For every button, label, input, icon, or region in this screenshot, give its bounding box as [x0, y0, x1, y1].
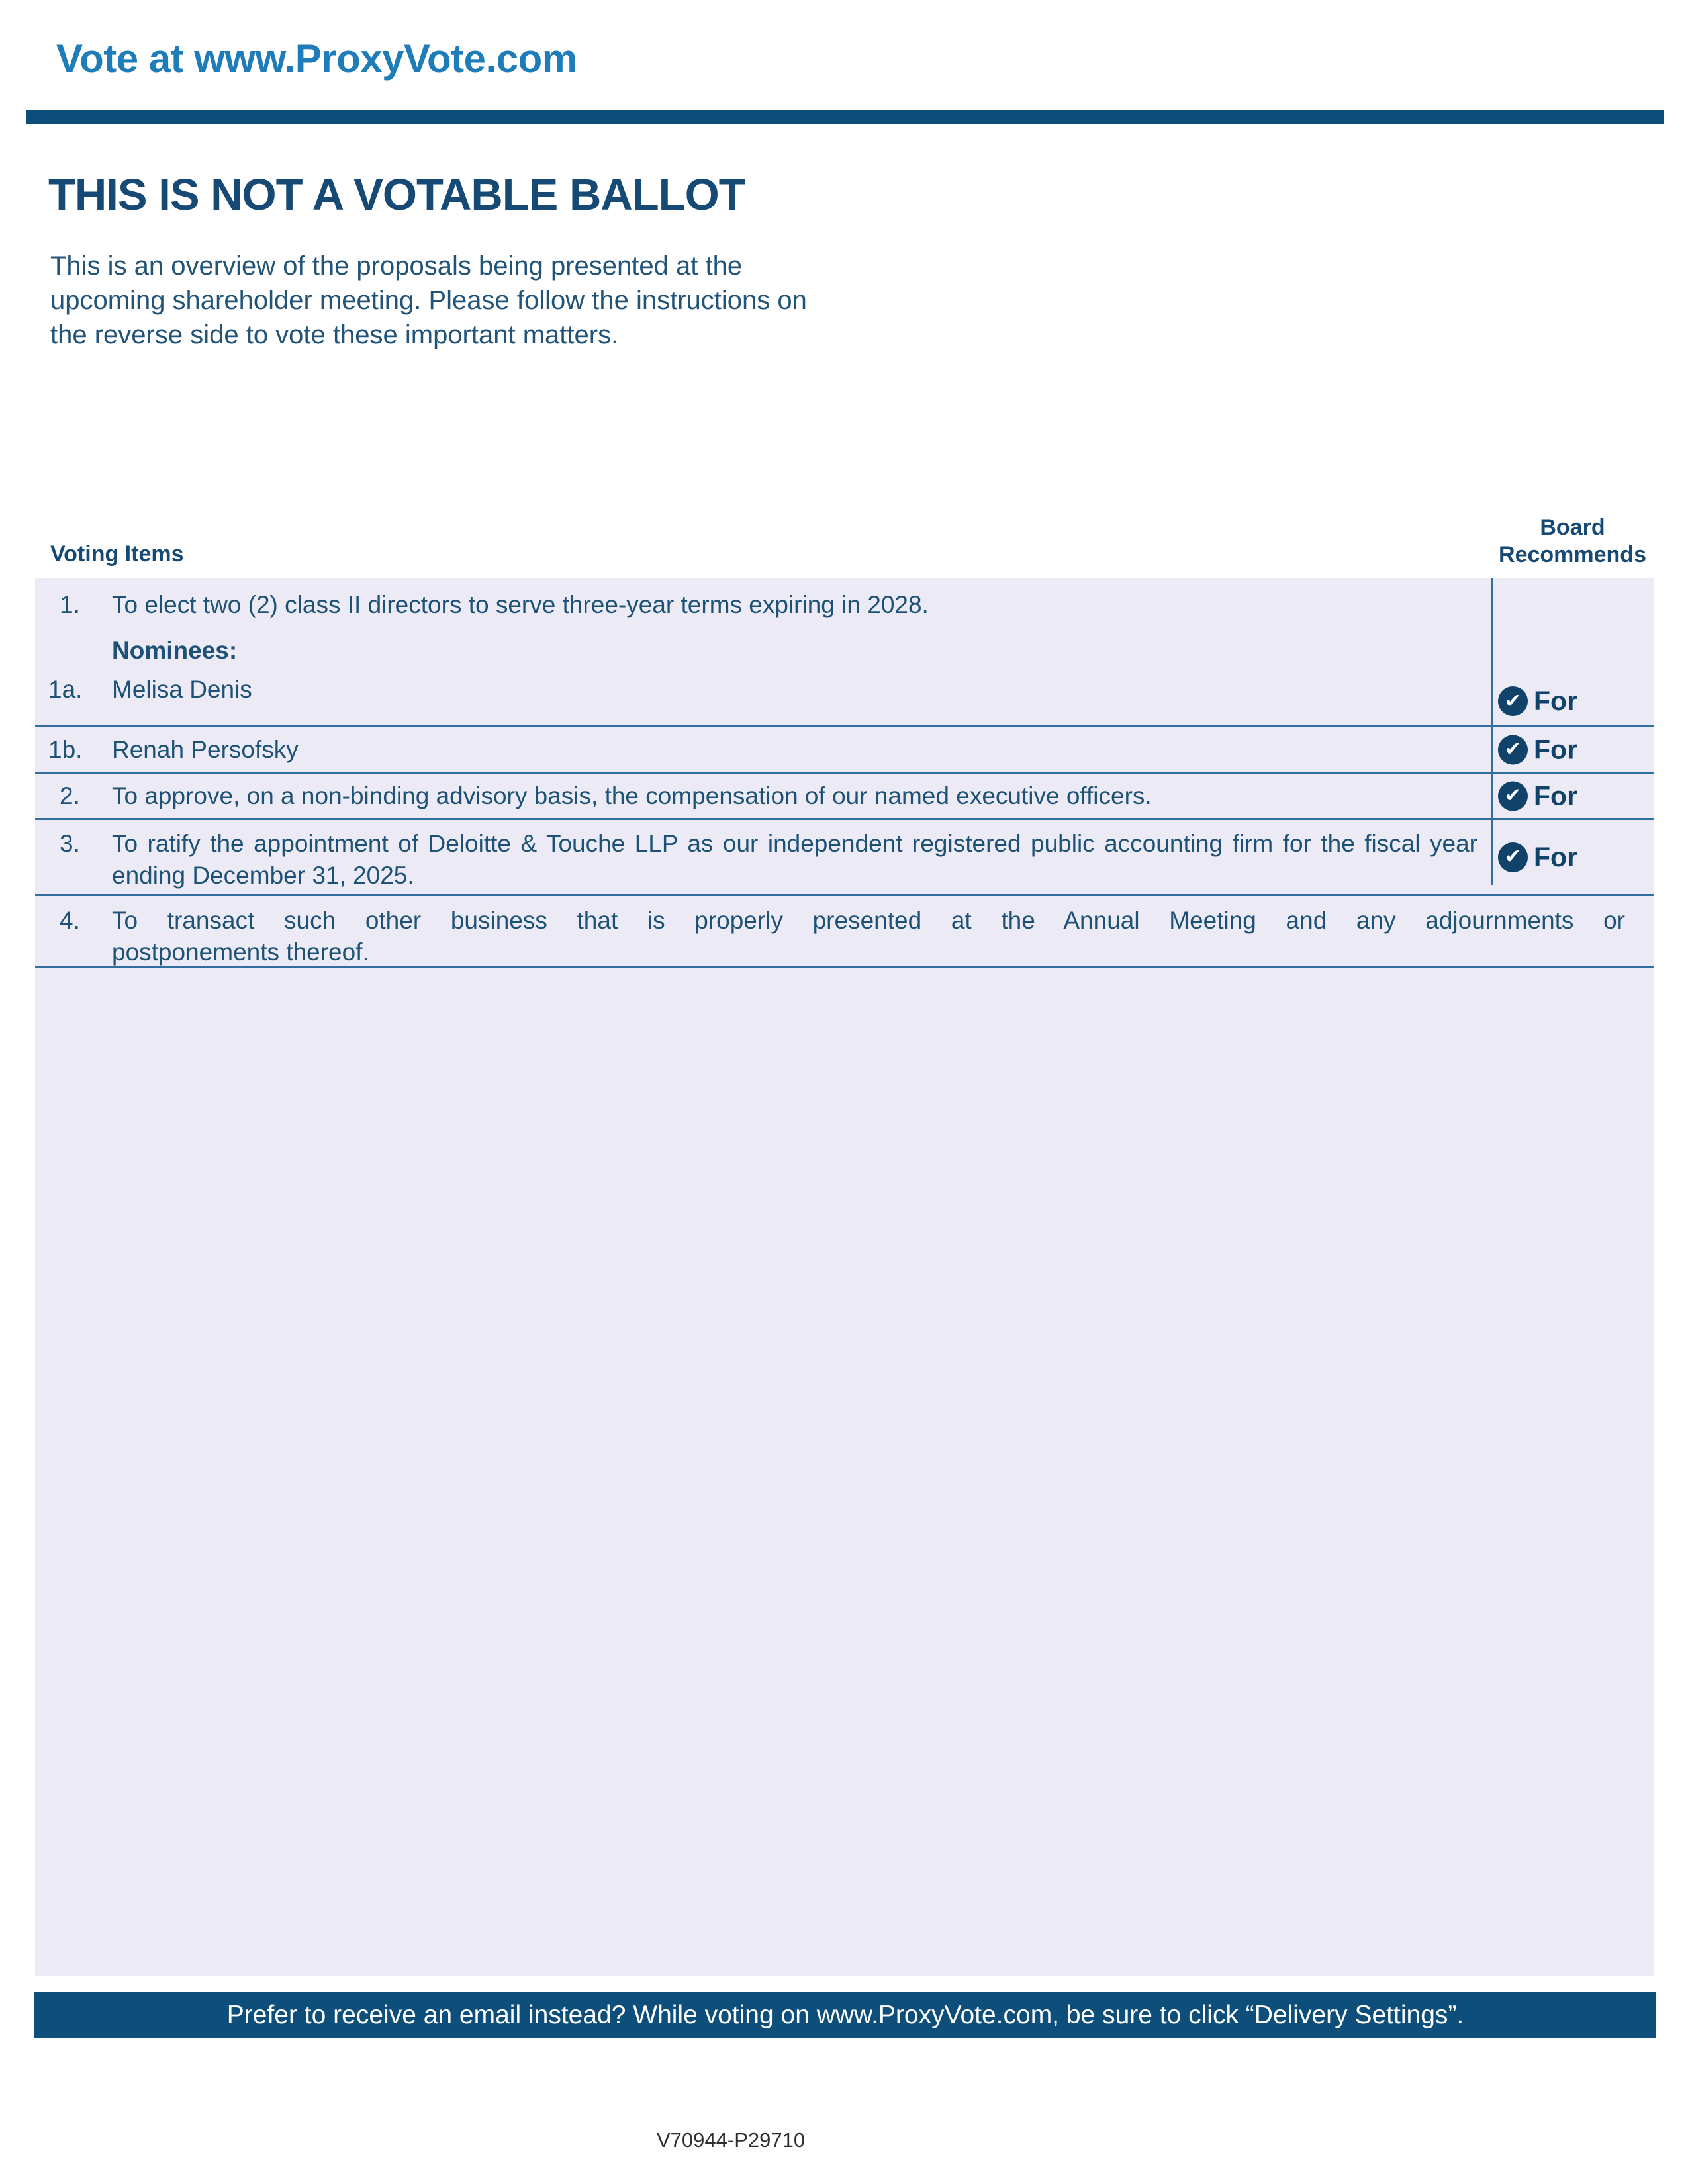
board-recommends-line: Recommends — [1499, 542, 1646, 567]
voting-table — [35, 578, 1654, 1976]
check-icon: ✔ — [1504, 738, 1522, 760]
check-icon: ✔ — [1504, 846, 1522, 868]
item-number: 1a. — [48, 676, 83, 703]
item-number: 4. — [60, 907, 80, 934]
check-icon: ✔ — [1504, 784, 1522, 807]
recommendation-label: For — [1534, 780, 1578, 811]
item1-proposal — [35, 589, 1654, 621]
recommendation-label: For — [1534, 734, 1578, 764]
item-number: 2. — [60, 782, 80, 809]
vote-url-heading: Vote at www.ProxyVote.com — [56, 36, 577, 81]
item-text: To approve, on a non-binding advisory basis, the compensation of our named executive officers. — [112, 782, 1152, 809]
form-code: V70944-P29710 — [657, 2128, 806, 2152]
notice-description-line: the reverse side to vote these important matters. — [50, 320, 619, 349]
item-text-line: postponements thereof. — [112, 938, 369, 966]
recommendation-badge — [1498, 734, 1577, 765]
table-row-item1 — [35, 589, 1654, 727]
recommendation-badge — [1498, 841, 1577, 873]
table-row-item2 — [35, 774, 1654, 820]
page-title: THIS IS NOT A VOTABLE BALLOT — [48, 170, 745, 220]
item-text — [112, 905, 1625, 968]
item-number: 1. — [60, 591, 80, 618]
item-number: 1b. — [48, 735, 83, 763]
nominee-name: Renah Persofsky — [112, 735, 299, 763]
check-circle-icon — [1498, 686, 1528, 716]
voting-items-column-header: Voting Items — [50, 541, 184, 567]
recommendation-badge — [1498, 780, 1577, 811]
table-row-item1b — [35, 727, 1654, 774]
recommendation-label: For — [1534, 686, 1578, 716]
check-circle-icon — [1498, 735, 1528, 764]
check-circle-icon — [1498, 781, 1528, 811]
table-row-item3 — [35, 820, 1654, 896]
table-row-item4 — [35, 896, 1654, 968]
notice-description-line: upcoming shareholder meeting. Please follow the instructions on — [50, 286, 807, 315]
email-preference-banner: Prefer to receive an email instead? While voting on www.ProxyVote.com, be sure to click “Delivery Settings”. — [34, 1992, 1656, 2038]
check-circle-icon — [1498, 842, 1528, 872]
board-recommends-line: Board — [1540, 515, 1605, 540]
recommendation-label: For — [1534, 842, 1578, 872]
board-recommends-column-header — [1491, 514, 1654, 569]
table-empty-area — [35, 968, 1654, 1987]
recommendation-badge — [1498, 686, 1577, 717]
item-text: To elect two (2) class II directors to serve three-year terms expiring in 2028. — [112, 591, 929, 618]
notice-description-line: This is an overview of the proposals being presented at the — [50, 251, 743, 281]
table-row-item1a — [35, 666, 1654, 713]
item-text: To ratify the appointment of Deloitte & Touche LLP as our independent registered public accounting firm for the fiscal year ending December 31, 2025. — [112, 830, 1477, 889]
nominee-name: Melisa Denis — [112, 676, 252, 703]
notice-description — [50, 249, 807, 352]
item-text-line: To transact such other business that is properly presented at the Annual Meeting and any adjournments or — [112, 907, 1625, 934]
check-icon: ✔ — [1504, 690, 1522, 712]
header-divider — [26, 110, 1664, 124]
nominees-label: Nominees: — [112, 637, 238, 664]
item-number: 3. — [60, 830, 80, 857]
